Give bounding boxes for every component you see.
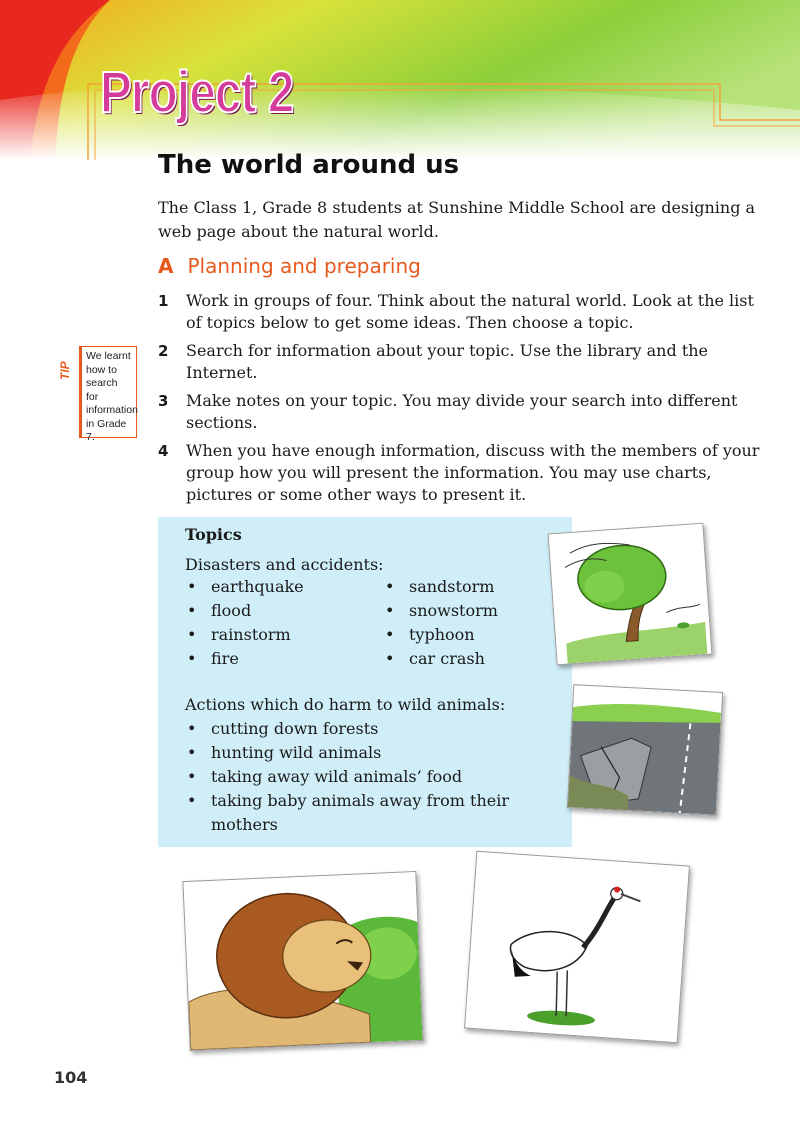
section-a-heading	[158, 254, 421, 278]
section-letter: A	[158, 254, 174, 278]
list-item: • cutting down forests	[185, 717, 515, 741]
list-item: • snowstorm	[383, 599, 563, 623]
lion-picture	[182, 871, 423, 1051]
crane-illustration	[465, 852, 689, 1042]
page-number: 104	[54, 1068, 88, 1087]
tip-label: TIP	[58, 361, 72, 380]
list-item: • rainstorm	[185, 623, 375, 647]
step-item	[158, 290, 768, 334]
step-number: 1	[158, 292, 169, 310]
step-item	[158, 440, 768, 506]
steps-list	[158, 290, 768, 512]
harm-heading: Actions which do harm to wild animals:	[185, 695, 506, 714]
step-text: Search for information about your topic. Use the library and the Internet.	[186, 341, 709, 382]
list-item: • hunting wild animals	[185, 741, 515, 765]
list-item: • sandstorm	[383, 575, 563, 599]
disasters-list-1	[185, 575, 375, 671]
tip-box: We learnt how to search for information in Grade 7.	[79, 346, 137, 438]
section-title: Planning and preparing	[187, 254, 421, 278]
step-number: 2	[158, 342, 169, 360]
lion-illustration	[183, 872, 422, 1050]
step-number: 4	[158, 442, 169, 460]
list-item: • flood	[185, 599, 375, 623]
project-title: Project 2	[100, 60, 294, 125]
disasters-list-2	[383, 575, 563, 671]
step-text: Work in groups of four. Think about the natural world. Look at the list of topics below to get some ideas. Then choose a topic.	[186, 291, 754, 332]
crane-picture	[464, 851, 690, 1043]
step-text: When you have enough information, discuss with the members of your group how you will present the information. You may use charts, pictures or some other ways to present it.	[186, 441, 760, 504]
step-item	[158, 390, 768, 434]
unit-title: The world around us	[158, 150, 460, 180]
step-number: 3	[158, 392, 169, 410]
harm-list	[185, 717, 515, 837]
step-item	[158, 340, 768, 384]
earthquake-road-illustration	[568, 685, 722, 815]
topics-title: Topics	[185, 525, 242, 544]
storm-tree-picture	[548, 523, 713, 666]
disasters-heading: Disasters and accidents:	[185, 555, 384, 574]
list-item: • taking away wild animals’ food	[185, 765, 515, 789]
list-item: • taking baby animals away from their mothers	[185, 789, 515, 837]
list-item: • car crash	[383, 647, 563, 671]
list-item: • fire	[185, 647, 375, 671]
topics-box	[158, 517, 572, 847]
storm-tree-illustration	[549, 524, 712, 664]
intro-text: The Class 1, Grade 8 students at Sunshine Middle School are designing a web page about the natural world.	[158, 198, 756, 241]
list-item: • typhoon	[383, 623, 563, 647]
list-item: • earthquake	[185, 575, 375, 599]
earthquake-road-picture	[567, 684, 723, 816]
step-text: Make notes on your topic. You may divide your search into different sections.	[186, 391, 738, 432]
